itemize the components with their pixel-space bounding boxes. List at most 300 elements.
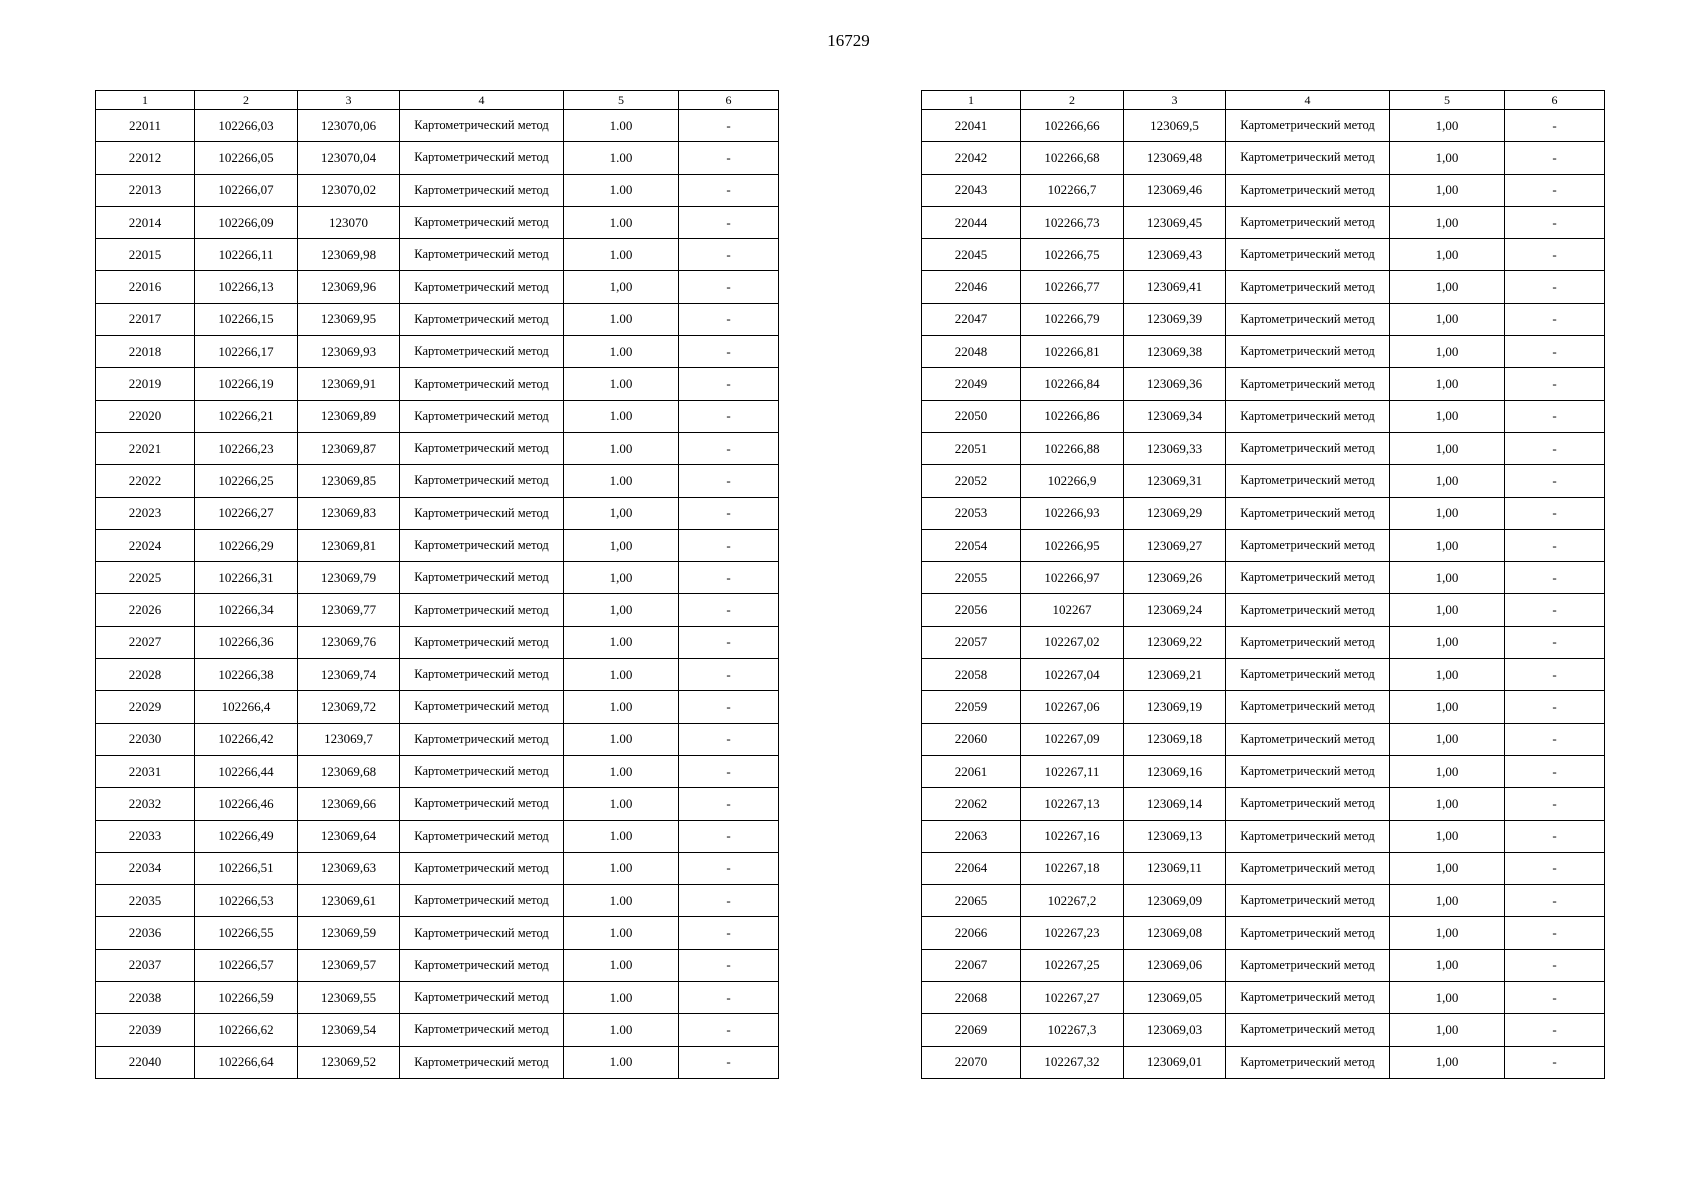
accuracy-cell: 1,00 xyxy=(564,529,679,561)
point-number-cell: 22066 xyxy=(922,917,1021,949)
method-cell: Картометрический метод xyxy=(400,465,564,497)
x-coordinate-cell: 102267 xyxy=(1021,594,1124,626)
accuracy-cell: 1,00 xyxy=(1390,174,1505,206)
method-cell: Картометрический метод xyxy=(400,788,564,820)
column-header-6: 6 xyxy=(679,91,779,110)
accuracy-cell: 1.00 xyxy=(564,949,679,981)
method-cell: Картометрический метод xyxy=(1226,691,1390,723)
accuracy-cell: 1,00 xyxy=(1390,336,1505,368)
note-cell: - xyxy=(679,755,779,787)
note-cell: - xyxy=(1505,174,1605,206)
point-number-cell: 22035 xyxy=(96,885,195,917)
point-number-cell: 22022 xyxy=(96,465,195,497)
method-cell: Картометрический метод xyxy=(1226,206,1390,238)
y-coordinate-cell: 123069,87 xyxy=(298,432,400,464)
accuracy-cell: 1,00 xyxy=(1390,755,1505,787)
table-row xyxy=(96,271,779,303)
point-number-cell: 22014 xyxy=(96,206,195,238)
accuracy-cell: 1,00 xyxy=(1390,659,1505,691)
table-body xyxy=(96,110,779,1079)
table-row xyxy=(96,788,779,820)
table-row xyxy=(96,303,779,335)
point-number-cell: 22051 xyxy=(922,432,1021,464)
accuracy-cell: 1,00 xyxy=(1390,820,1505,852)
table-row xyxy=(922,1014,1605,1046)
point-number-cell: 22019 xyxy=(96,368,195,400)
point-number-cell: 22045 xyxy=(922,239,1021,271)
table-row xyxy=(96,497,779,529)
y-coordinate-cell: 123069,14 xyxy=(1124,788,1226,820)
x-coordinate-cell: 102266,95 xyxy=(1021,529,1124,561)
y-coordinate-cell: 123069,59 xyxy=(298,917,400,949)
method-cell: Картометрический метод xyxy=(400,982,564,1014)
table-row xyxy=(96,336,779,368)
table-row xyxy=(96,174,779,206)
table-row xyxy=(96,659,779,691)
y-coordinate-cell: 123069,41 xyxy=(1124,271,1226,303)
method-cell: Картометрический метод xyxy=(400,691,564,723)
point-number-cell: 22025 xyxy=(96,562,195,594)
column-header-1: 1 xyxy=(96,91,195,110)
note-cell: - xyxy=(679,594,779,626)
point-number-cell: 22028 xyxy=(96,659,195,691)
x-coordinate-cell: 102266,17 xyxy=(195,336,298,368)
x-coordinate-cell: 102266,34 xyxy=(195,594,298,626)
page-number: 16729 xyxy=(827,31,870,50)
note-cell: - xyxy=(679,432,779,464)
method-cell: Картометрический метод xyxy=(1226,465,1390,497)
y-coordinate-cell: 123069,72 xyxy=(298,691,400,723)
y-coordinate-cell: 123069,7 xyxy=(298,723,400,755)
method-cell: Картометрический метод xyxy=(400,239,564,271)
y-coordinate-cell: 123069,46 xyxy=(1124,174,1226,206)
note-cell: - xyxy=(1505,659,1605,691)
accuracy-cell: 1.00 xyxy=(564,400,679,432)
table-row xyxy=(96,529,779,561)
y-coordinate-cell: 123069,68 xyxy=(298,755,400,787)
method-cell: Картометрический метод xyxy=(400,529,564,561)
point-number-cell: 22059 xyxy=(922,691,1021,723)
point-number-cell: 22061 xyxy=(922,755,1021,787)
table-row xyxy=(96,594,779,626)
x-coordinate-cell: 102266,9 xyxy=(1021,465,1124,497)
x-coordinate-cell: 102266,79 xyxy=(1021,303,1124,335)
x-coordinate-cell: 102266,7 xyxy=(1021,174,1124,206)
method-cell: Картометрический метод xyxy=(1226,497,1390,529)
x-coordinate-cell: 102266,77 xyxy=(1021,271,1124,303)
note-cell: - xyxy=(679,659,779,691)
point-number-cell: 22054 xyxy=(922,529,1021,561)
note-cell: - xyxy=(679,1014,779,1046)
table-row xyxy=(922,529,1605,561)
table-row xyxy=(96,723,779,755)
point-number-cell: 22037 xyxy=(96,949,195,981)
x-coordinate-cell: 102266,38 xyxy=(195,659,298,691)
note-cell: - xyxy=(679,239,779,271)
note-cell: - xyxy=(679,982,779,1014)
method-cell: Картометрический метод xyxy=(1226,820,1390,852)
point-number-cell: 22012 xyxy=(96,142,195,174)
y-coordinate-cell: 123069,19 xyxy=(1124,691,1226,723)
note-cell: - xyxy=(679,174,779,206)
accuracy-cell: 1,00 xyxy=(564,562,679,594)
method-cell: Картометрический метод xyxy=(1226,142,1390,174)
accuracy-cell: 1,00 xyxy=(564,271,679,303)
point-number-cell: 22057 xyxy=(922,626,1021,658)
note-cell: - xyxy=(679,852,779,884)
x-coordinate-cell: 102267,3 xyxy=(1021,1014,1124,1046)
x-coordinate-cell: 102267,23 xyxy=(1021,917,1124,949)
table-row xyxy=(922,142,1605,174)
y-coordinate-cell: 123069,45 xyxy=(1124,206,1226,238)
point-number-cell: 22020 xyxy=(96,400,195,432)
note-cell: - xyxy=(679,110,779,142)
table-row xyxy=(96,755,779,787)
table-row xyxy=(96,982,779,1014)
accuracy-cell: 1,00 xyxy=(564,497,679,529)
accuracy-cell: 1,00 xyxy=(1390,465,1505,497)
point-number-cell: 22047 xyxy=(922,303,1021,335)
y-coordinate-cell: 123069,89 xyxy=(298,400,400,432)
y-coordinate-cell: 123069,98 xyxy=(298,239,400,271)
column-header-5: 5 xyxy=(564,91,679,110)
point-number-cell: 22017 xyxy=(96,303,195,335)
note-cell: - xyxy=(679,820,779,852)
note-cell: - xyxy=(1505,1046,1605,1078)
table-row xyxy=(922,755,1605,787)
point-number-cell: 22068 xyxy=(922,982,1021,1014)
table-row xyxy=(96,1014,779,1046)
y-coordinate-cell: 123069,18 xyxy=(1124,723,1226,755)
point-number-cell: 22070 xyxy=(922,1046,1021,1078)
y-coordinate-cell: 123069,76 xyxy=(298,626,400,658)
method-cell: Картометрический метод xyxy=(1226,562,1390,594)
x-coordinate-cell: 102267,25 xyxy=(1021,949,1124,981)
note-cell: - xyxy=(679,303,779,335)
x-coordinate-cell: 102266,81 xyxy=(1021,336,1124,368)
x-coordinate-cell: 102266,42 xyxy=(195,723,298,755)
x-coordinate-cell: 102266,03 xyxy=(195,110,298,142)
point-number-cell: 22023 xyxy=(96,497,195,529)
accuracy-cell: 1,00 xyxy=(564,594,679,626)
x-coordinate-cell: 102266,64 xyxy=(195,1046,298,1078)
x-coordinate-cell: 102266,44 xyxy=(195,755,298,787)
table-row xyxy=(96,820,779,852)
table-row xyxy=(922,465,1605,497)
method-cell: Картометрический метод xyxy=(1226,239,1390,271)
method-cell: Картометрический метод xyxy=(400,917,564,949)
accuracy-cell: 1,00 xyxy=(1390,949,1505,981)
point-number-cell: 22052 xyxy=(922,465,1021,497)
accuracy-cell: 1,00 xyxy=(1390,626,1505,658)
table-row xyxy=(96,465,779,497)
note-cell: - xyxy=(679,626,779,658)
point-number-cell: 22046 xyxy=(922,271,1021,303)
y-coordinate-cell: 123069,48 xyxy=(1124,142,1226,174)
table-row xyxy=(922,788,1605,820)
y-coordinate-cell: 123069,52 xyxy=(298,1046,400,1078)
method-cell: Картометрический метод xyxy=(1226,626,1390,658)
accuracy-cell: 1,00 xyxy=(1390,239,1505,271)
note-cell: - xyxy=(1505,949,1605,981)
table-row xyxy=(96,432,779,464)
column-header-3: 3 xyxy=(298,91,400,110)
accuracy-cell: 1.00 xyxy=(564,303,679,335)
point-number-cell: 22027 xyxy=(96,626,195,658)
x-coordinate-cell: 102266,46 xyxy=(195,788,298,820)
y-coordinate-cell: 123069,5 xyxy=(1124,110,1226,142)
x-coordinate-cell: 102267,2 xyxy=(1021,885,1124,917)
table-row xyxy=(922,852,1605,884)
point-number-cell: 22036 xyxy=(96,917,195,949)
point-number-cell: 22050 xyxy=(922,400,1021,432)
note-cell: - xyxy=(1505,303,1605,335)
table-row xyxy=(922,1046,1605,1078)
y-coordinate-cell: 123069,03 xyxy=(1124,1014,1226,1046)
note-cell: - xyxy=(679,562,779,594)
point-number-cell: 22029 xyxy=(96,691,195,723)
x-coordinate-cell: 102266,53 xyxy=(195,885,298,917)
accuracy-cell: 1,00 xyxy=(1390,400,1505,432)
x-coordinate-cell: 102266,09 xyxy=(195,206,298,238)
table-row xyxy=(96,691,779,723)
y-coordinate-cell: 123069,61 xyxy=(298,885,400,917)
note-cell: - xyxy=(1505,110,1605,142)
y-coordinate-cell: 123069,66 xyxy=(298,788,400,820)
accuracy-cell: 1,00 xyxy=(1390,529,1505,561)
x-coordinate-cell: 102266,93 xyxy=(1021,497,1124,529)
x-coordinate-cell: 102267,27 xyxy=(1021,982,1124,1014)
y-coordinate-cell: 123069,95 xyxy=(298,303,400,335)
y-coordinate-cell: 123069,63 xyxy=(298,852,400,884)
method-cell: Картометрический метод xyxy=(1226,110,1390,142)
y-coordinate-cell: 123069,91 xyxy=(298,368,400,400)
accuracy-cell: 1,00 xyxy=(1390,982,1505,1014)
y-coordinate-cell: 123069,21 xyxy=(1124,659,1226,691)
accuracy-cell: 1.00 xyxy=(564,723,679,755)
method-cell: Картометрический метод xyxy=(400,820,564,852)
y-coordinate-cell: 123069,01 xyxy=(1124,1046,1226,1078)
method-cell: Картометрический метод xyxy=(400,723,564,755)
note-cell: - xyxy=(679,691,779,723)
table-row xyxy=(922,432,1605,464)
point-number-cell: 22043 xyxy=(922,174,1021,206)
x-coordinate-cell: 102266,05 xyxy=(195,142,298,174)
table-row xyxy=(922,336,1605,368)
table-row xyxy=(922,982,1605,1014)
accuracy-cell: 1.00 xyxy=(564,174,679,206)
point-number-cell: 22048 xyxy=(922,336,1021,368)
y-coordinate-cell: 123069,57 xyxy=(298,949,400,981)
point-number-cell: 22062 xyxy=(922,788,1021,820)
note-cell: - xyxy=(679,529,779,561)
method-cell: Картометрический метод xyxy=(400,755,564,787)
accuracy-cell: 1,00 xyxy=(1390,917,1505,949)
point-number-cell: 22042 xyxy=(922,142,1021,174)
x-coordinate-cell: 102267,02 xyxy=(1021,626,1124,658)
method-cell: Картометрический метод xyxy=(400,885,564,917)
note-cell: - xyxy=(1505,206,1605,238)
table-row xyxy=(96,917,779,949)
table-row xyxy=(96,368,779,400)
method-cell: Картометрический метод xyxy=(400,594,564,626)
x-coordinate-cell: 102266,68 xyxy=(1021,142,1124,174)
note-cell: - xyxy=(1505,400,1605,432)
y-coordinate-cell: 123069,36 xyxy=(1124,368,1226,400)
method-cell: Картометрический метод xyxy=(400,852,564,884)
accuracy-cell: 1,00 xyxy=(1390,497,1505,529)
note-cell: - xyxy=(1505,562,1605,594)
table-row xyxy=(922,562,1605,594)
table-row xyxy=(922,239,1605,271)
accuracy-cell: 1,00 xyxy=(1390,303,1505,335)
method-cell: Картометрический метод xyxy=(1226,400,1390,432)
accuracy-cell: 1.00 xyxy=(564,982,679,1014)
accuracy-cell: 1,00 xyxy=(1390,368,1505,400)
y-coordinate-cell: 123069,16 xyxy=(1124,755,1226,787)
note-cell: - xyxy=(1505,885,1605,917)
table-row xyxy=(922,174,1605,206)
y-coordinate-cell: 123069,09 xyxy=(1124,885,1226,917)
accuracy-cell: 1,00 xyxy=(1390,206,1505,238)
accuracy-cell: 1.00 xyxy=(564,917,679,949)
x-coordinate-cell: 102266,49 xyxy=(195,820,298,852)
note-cell: - xyxy=(679,368,779,400)
table-row xyxy=(96,885,779,917)
point-number-cell: 22011 xyxy=(96,110,195,142)
note-cell: - xyxy=(1505,497,1605,529)
accuracy-cell: 1,00 xyxy=(1390,562,1505,594)
method-cell: Картометрический метод xyxy=(400,659,564,691)
method-cell: Картометрический метод xyxy=(400,949,564,981)
method-cell: Картометрический метод xyxy=(1226,885,1390,917)
method-cell: Картометрический метод xyxy=(1226,659,1390,691)
method-cell: Картометрический метод xyxy=(1226,303,1390,335)
point-number-cell: 22041 xyxy=(922,110,1021,142)
method-cell: Картометрический метод xyxy=(400,1046,564,1078)
point-number-cell: 22038 xyxy=(96,982,195,1014)
column-header-4: 4 xyxy=(1226,91,1390,110)
table-row xyxy=(922,368,1605,400)
column-header-2: 2 xyxy=(1021,91,1124,110)
table-row xyxy=(922,303,1605,335)
accuracy-cell: 1.00 xyxy=(564,432,679,464)
table-row xyxy=(922,885,1605,917)
x-coordinate-cell: 102266,36 xyxy=(195,626,298,658)
note-cell: - xyxy=(679,142,779,174)
method-cell: Картометрический метод xyxy=(1226,788,1390,820)
x-coordinate-cell: 102267,11 xyxy=(1021,755,1124,787)
note-cell: - xyxy=(1505,691,1605,723)
note-cell: - xyxy=(1505,529,1605,561)
y-coordinate-cell: 123069,24 xyxy=(1124,594,1226,626)
accuracy-cell: 1,00 xyxy=(1390,1046,1505,1078)
x-coordinate-cell: 102267,13 xyxy=(1021,788,1124,820)
accuracy-cell: 1.00 xyxy=(564,691,679,723)
y-coordinate-cell: 123069,74 xyxy=(298,659,400,691)
accuracy-cell: 1.00 xyxy=(564,1014,679,1046)
point-number-cell: 22031 xyxy=(96,755,195,787)
y-coordinate-cell: 123069,26 xyxy=(1124,562,1226,594)
column-header-2: 2 xyxy=(195,91,298,110)
point-number-cell: 22044 xyxy=(922,206,1021,238)
point-number-cell: 22065 xyxy=(922,885,1021,917)
accuracy-cell: 1.00 xyxy=(564,336,679,368)
point-number-cell: 22032 xyxy=(96,788,195,820)
accuracy-cell: 1.00 xyxy=(564,465,679,497)
note-cell: - xyxy=(679,788,779,820)
note-cell: - xyxy=(1505,336,1605,368)
point-number-cell: 22024 xyxy=(96,529,195,561)
y-coordinate-cell: 123069,43 xyxy=(1124,239,1226,271)
method-cell: Картометрический метод xyxy=(400,271,564,303)
accuracy-cell: 1,00 xyxy=(1390,723,1505,755)
y-coordinate-cell: 123069,08 xyxy=(1124,917,1226,949)
table-row xyxy=(922,659,1605,691)
y-coordinate-cell: 123069,34 xyxy=(1124,400,1226,432)
method-cell: Картометрический метод xyxy=(1226,1046,1390,1078)
point-number-cell: 22034 xyxy=(96,852,195,884)
method-cell: Картометрический метод xyxy=(1226,949,1390,981)
x-coordinate-cell: 102267,16 xyxy=(1021,820,1124,852)
table-row xyxy=(96,949,779,981)
point-number-cell: 22039 xyxy=(96,1014,195,1046)
accuracy-cell: 1.00 xyxy=(564,110,679,142)
note-cell: - xyxy=(1505,917,1605,949)
note-cell: - xyxy=(1505,271,1605,303)
note-cell: - xyxy=(1505,820,1605,852)
point-number-cell: 22021 xyxy=(96,432,195,464)
method-cell: Картометрический метод xyxy=(400,174,564,206)
accuracy-cell: 1.00 xyxy=(564,852,679,884)
note-cell: - xyxy=(1505,368,1605,400)
x-coordinate-cell: 102267,32 xyxy=(1021,1046,1124,1078)
point-number-cell: 22033 xyxy=(96,820,195,852)
column-header-4: 4 xyxy=(400,91,564,110)
note-cell: - xyxy=(1505,1014,1605,1046)
table-row xyxy=(922,400,1605,432)
y-coordinate-cell: 123069,31 xyxy=(1124,465,1226,497)
x-coordinate-cell: 102266,75 xyxy=(1021,239,1124,271)
table-row xyxy=(922,271,1605,303)
table-row xyxy=(922,949,1605,981)
accuracy-cell: 1,00 xyxy=(1390,788,1505,820)
note-cell: - xyxy=(1505,723,1605,755)
point-number-cell: 22060 xyxy=(922,723,1021,755)
table-row xyxy=(922,110,1605,142)
x-coordinate-cell: 102266,66 xyxy=(1021,110,1124,142)
y-coordinate-cell: 123069,85 xyxy=(298,465,400,497)
table-row xyxy=(922,691,1605,723)
note-cell: - xyxy=(1505,465,1605,497)
x-coordinate-cell: 102266,15 xyxy=(195,303,298,335)
point-number-cell: 22040 xyxy=(96,1046,195,1078)
y-coordinate-cell: 123070,04 xyxy=(298,142,400,174)
point-number-cell: 22063 xyxy=(922,820,1021,852)
y-coordinate-cell: 123069,81 xyxy=(298,529,400,561)
table-row xyxy=(96,206,779,238)
y-coordinate-cell: 123069,27 xyxy=(1124,529,1226,561)
x-coordinate-cell: 102266,4 xyxy=(195,691,298,723)
x-coordinate-cell: 102266,21 xyxy=(195,400,298,432)
x-coordinate-cell: 102266,13 xyxy=(195,271,298,303)
method-cell: Картометрический метод xyxy=(1226,1014,1390,1046)
accuracy-cell: 1.00 xyxy=(564,788,679,820)
table-row xyxy=(922,206,1605,238)
method-cell: Картометрический метод xyxy=(400,303,564,335)
note-cell: - xyxy=(679,949,779,981)
method-cell: Картометрический метод xyxy=(1226,432,1390,464)
